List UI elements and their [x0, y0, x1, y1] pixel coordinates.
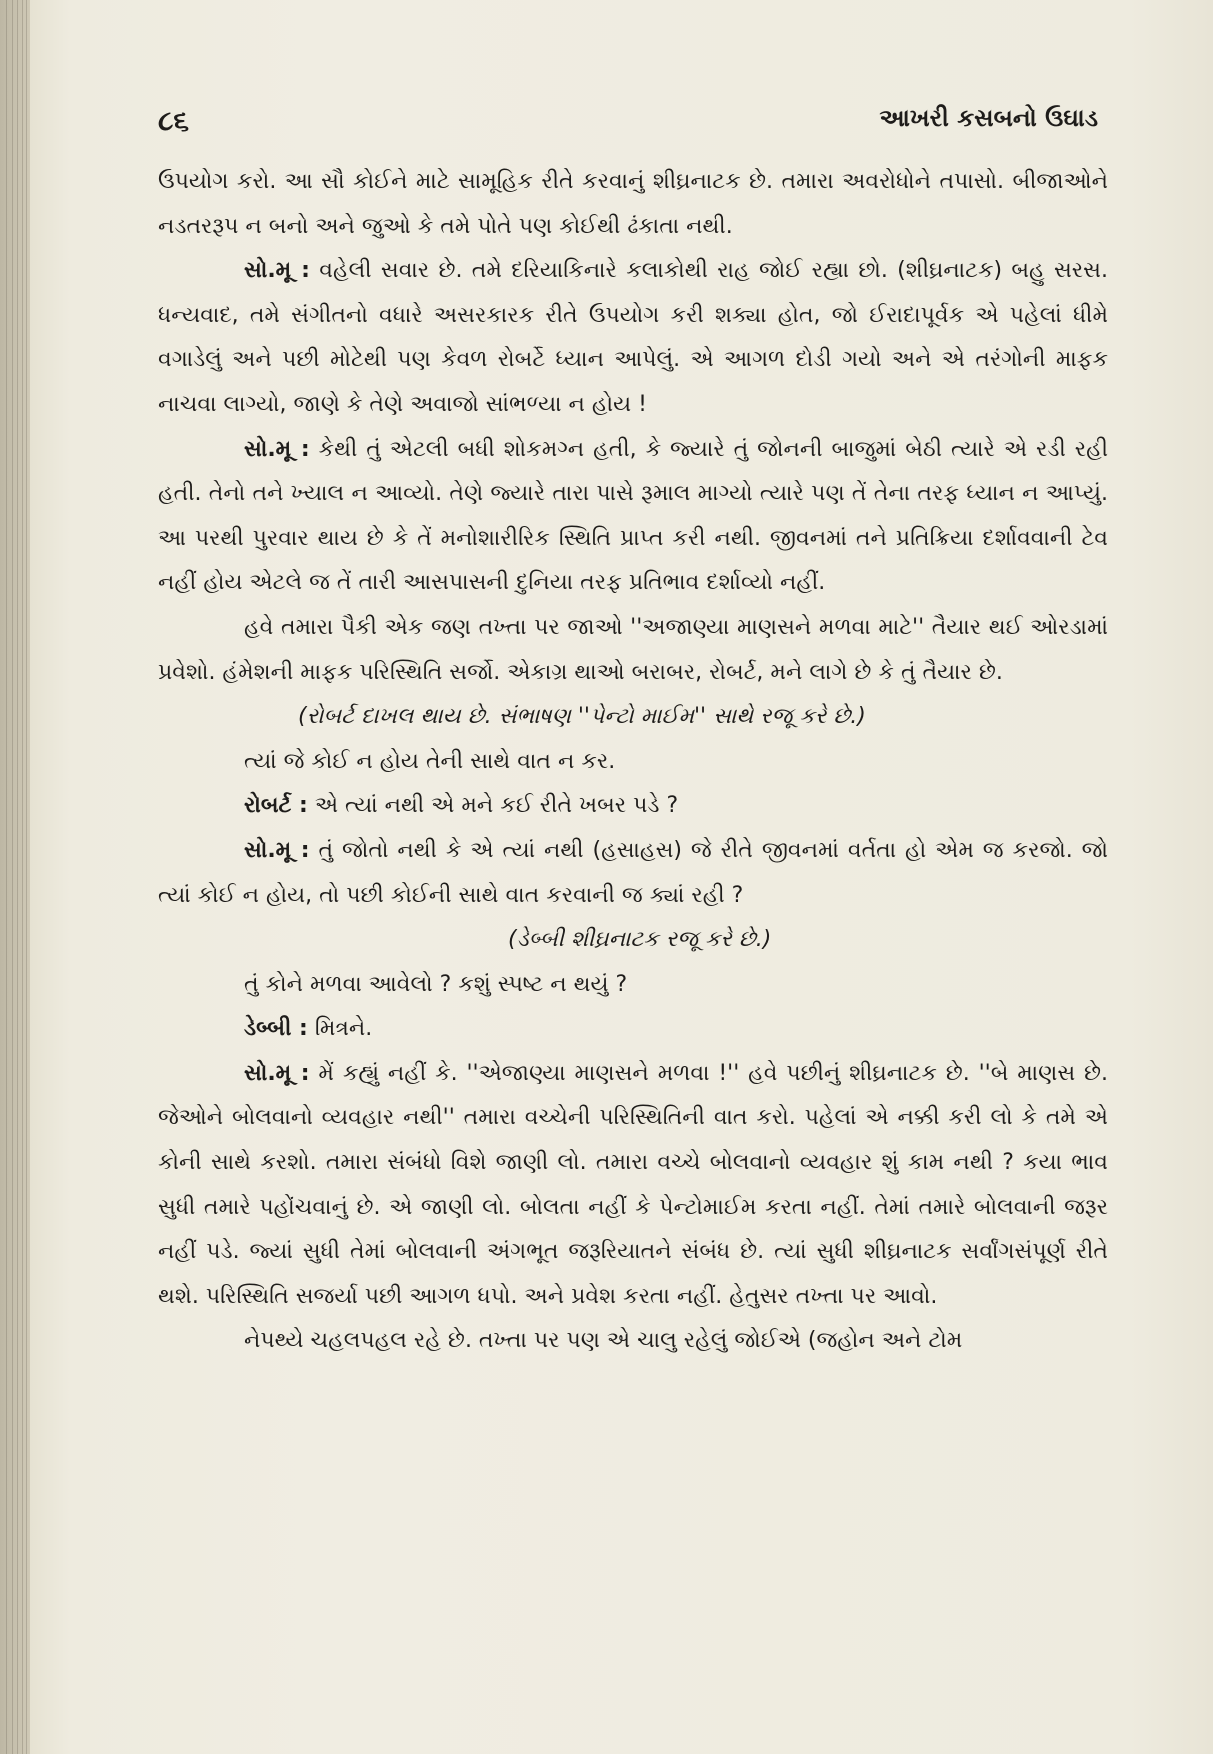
- page-header: [158, 104, 1098, 144]
- dialogue-text: વહેલી સવાર છે. તમે દરિયાકિનારે કલાકોથી રાહ જોઈ રહ્યા છો. (શીઘ્રનાટક) બહુ સરસ. ધન્યવાદ, તમે સંગીતનો વધારે અસરકારક રીતે ઉપયોગ કરી શક્યા હોત, જો ઈરાદાપૂર્વક એ પહેલાં ધીમે વગાડેલું અને પછી મોટેથી પણ કેવળ રોબર્ટે ધ્યાન આપેલું. એ આગળ દોડી ગયો અને એ તરંગોની માફક નાચવા લાગ્યો, જાણે કે તેણે અવાજો સાંભળ્યા ન હોય !: [158, 258, 1108, 417]
- dialogue-text: મિત્રને.: [314, 1016, 373, 1042]
- stage-direction-text: (રોબર્ટ દાખલ થાય છે. સંભાષણ ''પેન્ટો માઈમ'' સાથે રજૂ કરે છે.): [298, 704, 866, 730]
- speaker-label: રોબર્ટ :: [244, 793, 308, 819]
- body-text: [158, 160, 1108, 1364]
- paragraph: [158, 160, 1108, 249]
- page-number: ૮૬: [158, 104, 190, 137]
- dialogue-paragraph: [158, 249, 1108, 427]
- dialogue-text: મેં કહ્યું નહીં કે. ''એજાણ્યા માણસને મળવા !'' હવે પછીનું શીઘ્રનાટક છે. ''બે માણસ છે. જેઓને બોલવાનો વ્યવહાર નથી'' તમારા વચ્ચેની પરિસ્થિતિની વાત કરો. પહેલાં એ નક્કી કરી લો કે તમે એ કોની સાથે કરશો. તમારા સંબંધો વિશે જાણી લો. તમારા વચ્ચે બોલવાનો વ્યવહાર શું કામ નથી ? કયા ભાવ સુધી તમારે પહોંચવાનું છે. એ જાણી લો. બોલતા નહીં કે પેન્ટોમાઈમ કરતા નહીં. તેમાં તમારે બોલવાની જરૂર નહીં પડે. જ્યાં સુધી તેમાં બોલવાની અંગભૂત જરૂરિયાતને સંબંધ છે. ત્યાં સુધી શીઘ્રનાટક સર્વાંગસંપૂર્ણ રીતે થશે. પરિસ્થિતિ સજર્યા પછી આગળ ધપો. અને પ્રવેશ કરતા નહીં. હેતુસર તખ્તા પર આવો.: [158, 1060, 1109, 1309]
- paragraph-text: ત્યાં જે કોઈ ન હોય તેની સાથે વાત ન કર.: [244, 748, 616, 774]
- paragraph: [158, 963, 1108, 1008]
- dialogue-paragraph: [158, 428, 1108, 606]
- paragraph-text: તું કોને મળવા આવેલો ? કશું સ્પષ્ટ ન થયું ?: [244, 971, 628, 997]
- dialogue-text: એ ત્યાં નથી એ મને કઈ રીતે ખબર પડે ?: [314, 793, 679, 819]
- stage-direction: [158, 695, 1108, 740]
- running-title: આખરી કસબનો ઉઘાડ: [879, 104, 1098, 132]
- dialogue-paragraph: [158, 829, 1108, 918]
- stage-direction-text: (ડેબ્બી શીઘ્રનાટક રજૂ કરે છે.): [508, 927, 772, 953]
- paragraph-text: ઉપયોગ કરો. આ સૌ કોઈને માટે સામૂહિક રીતે કરવાનું શીઘ્રનાટક છે. તમારા અવરોધોને તપાસો. બીજાઓને નડતરરૂપ ન બનો અને જુઓ કે તમે પોતે પણ કોઈથી ઢંકાતા નથી.: [158, 169, 1108, 239]
- dialogue-text: તું જોતો નથી કે એ ત્યાં નથી (હસાહસ) જે રીતે જીવનમાં વર્તતા હો એમ જ કરજો. જો ત્યાં કોઈ ન હોય, તો પછી કોઈની સાથે વાત કરવાની જ ક્યાં રહી ?: [158, 837, 1108, 908]
- speaker-label: સો.મૂ :: [244, 436, 310, 462]
- speaker-label: સો.મૂ :: [244, 258, 310, 284]
- paragraph: [158, 606, 1108, 695]
- speaker-label: સો.મૂ :: [244, 1060, 310, 1086]
- paragraph-text: નેપથ્યે ચહલપહલ રહે છે. તખ્તા પર પણ એ ચાલુ રહેલું જોઈએ (જહોન અને ટોમ: [244, 1328, 963, 1354]
- dialogue-paragraph: [158, 1007, 1108, 1052]
- paragraph: [158, 1319, 1108, 1364]
- paragraph-text: હવે તમારા પૈકી એક જણ તખ્તા પર જાઓ ''અજાણ્યા માણસને મળવા માટે'' તૈયાર થઈ ઓરડામાં પ્રવેશો. હંમેશની માફક પરિસ્થિતિ સર્જો. એકાગ્ર થાઓ બરાબર, રોબર્ટ, મને લાગે છે કે તું તૈયાર છે.: [158, 614, 1108, 685]
- dialogue-text: કેથી તું એટલી બધી શોકમગ્ન હતી, કે જ્યારે તું જોનની બાજુમાં બેઠી ત્યારે એ રડી રહી હતી. તેનો તને ખ્યાલ ન આવ્યો. તેણે જ્યારે તારા પાસે રૂમાલ માગ્યો ત્યારે પણ તેં તેના તરફ ધ્યાન ન આપ્યું. આ પરથી પુરવાર થાય છે કે તેં મનોશારીરિક સ્થિતિ પ્રાપ્ત કરી નથી. જીવનમાં તને પ્રતિક્રિયા દર્શાવવાની ટેવ નહીં હોય એટલે જ તેં તારી આસપાસની દુનિયા તરફ પ્રતિભાવ દર્શાવ્યો નહીં.: [158, 436, 1109, 596]
- dialogue-paragraph: [158, 784, 1108, 829]
- stage-direction: [158, 918, 1108, 963]
- speaker-label: સો.મૂ :: [244, 837, 310, 863]
- paragraph: [158, 740, 1108, 785]
- speaker-label: ડેબ્બી :: [244, 1016, 308, 1042]
- dialogue-paragraph: [158, 1052, 1108, 1320]
